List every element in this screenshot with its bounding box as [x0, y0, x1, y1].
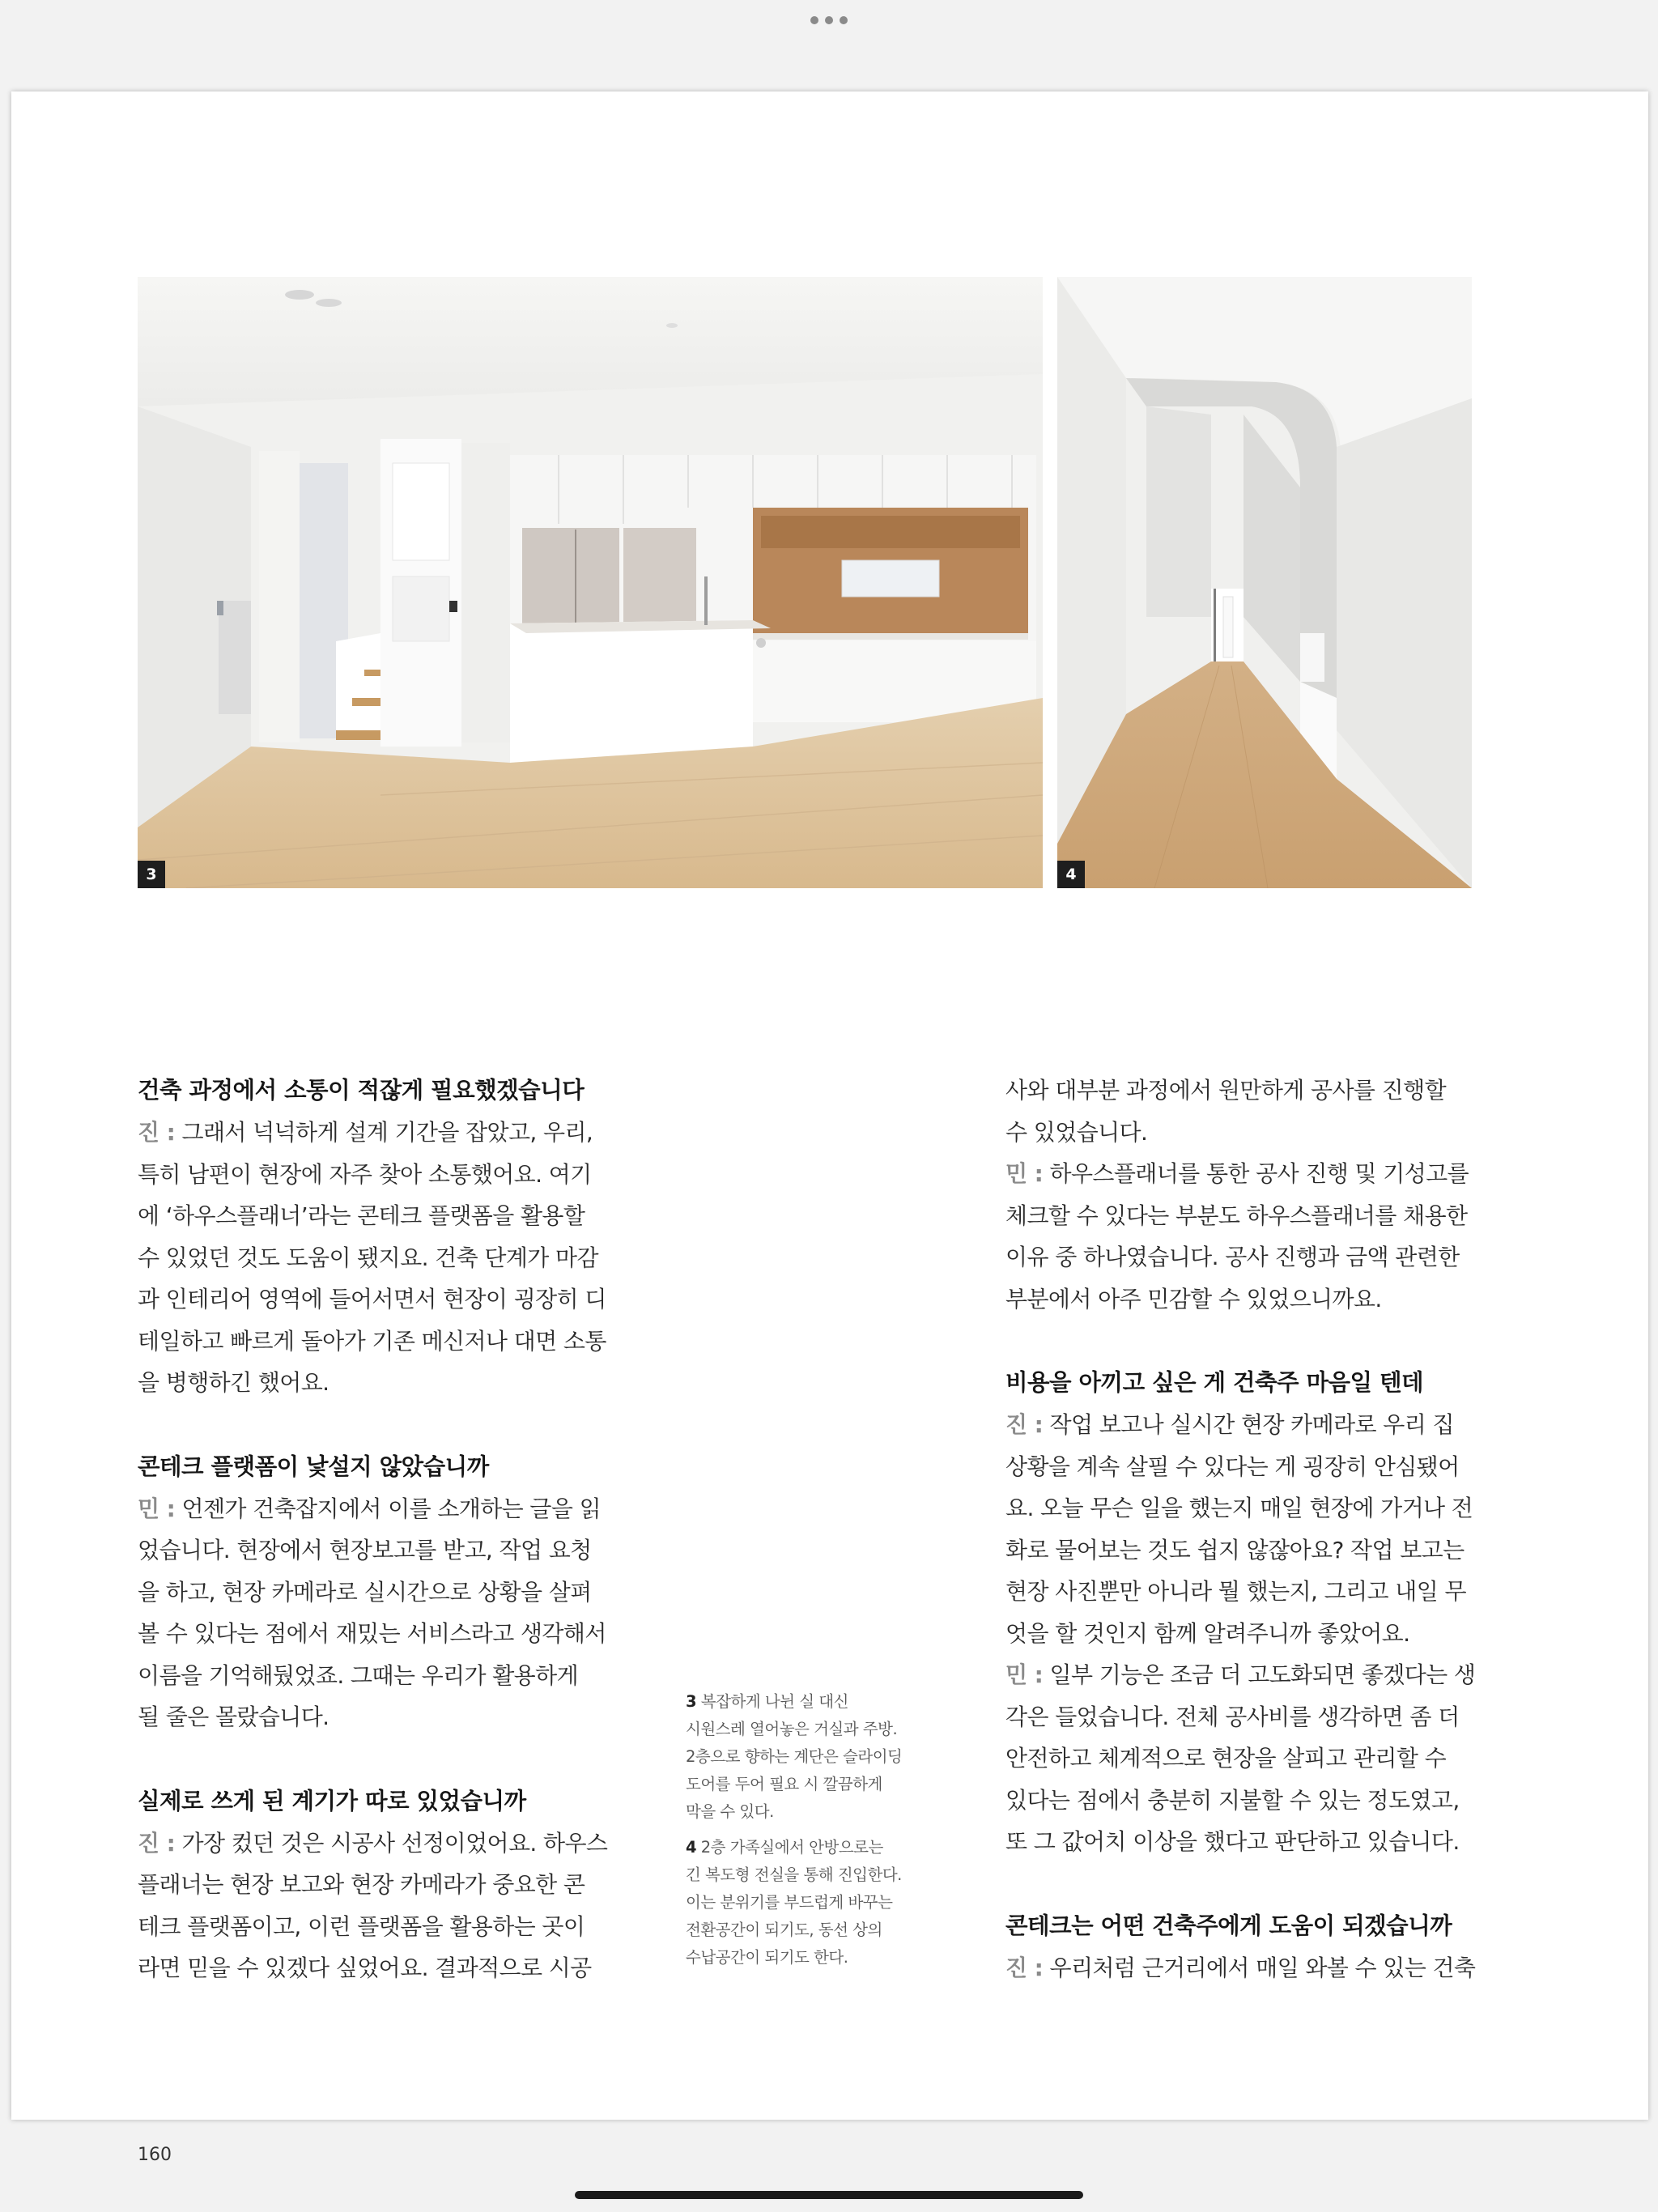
question-heading: 콘테크 플랫폼이 낯설지 않았습니까: [138, 1453, 489, 1480]
speaker-label: 진 :: [1005, 1954, 1044, 1981]
corridor-photo: [1057, 277, 1472, 888]
speaker-label: 진 :: [1005, 1411, 1044, 1438]
answer-line: 수 있었습니다.: [1005, 1118, 1148, 1146]
qa-block: [138, 1446, 615, 1738]
speaker-label: 민 :: [1005, 1160, 1044, 1187]
page-number: 160: [138, 2145, 172, 2165]
answer-line: 민 : 일부 기능은 조금 더 고도화되면 좋겠다는 생: [1005, 1661, 1476, 1688]
answer-line: 또 그 값어치 이상을 했다고 판단하고 있습니다.: [1005, 1828, 1460, 1855]
answer-line: 요. 오늘 무슨 일을 했는지 매일 현장에 가거나 전: [1005, 1495, 1473, 1521]
answer-line: 었습니다. 현장에서 현장보고를 받고, 작업 요청: [138, 1537, 592, 1563]
caption-4: 4 2층 가족실에서 안방으로는 긴 복도형 전실을 통해 진입한다. 이는 분위기를 부드럽게 바꾸는 전환공간이 되기도, 동선 상의 수납공간이 되기도 한다.: [686, 1838, 902, 1967]
answer-line: 테크 플랫폼이고, 이런 플랫폼을 활용하는 곳이: [138, 1912, 585, 1940]
caption-number: 4: [686, 1838, 697, 1857]
answer-line: 특히 남편이 현장에 자주 찾아 소통했어요. 여기: [138, 1160, 592, 1188]
document-page: [11, 91, 1648, 2165]
answer-line: 사와 대부분 과정에서 원만하게 공사를 진행할: [1005, 1077, 1447, 1104]
answer-line: 체크할 수 있다는 부분도 하우스플래너를 채용한: [1005, 1202, 1468, 1229]
caption-number: 3: [686, 1692, 697, 1711]
speaker-label: 민 :: [1005, 1661, 1044, 1688]
answer-line: 민 : 하우스플래너를 통한 공사 진행 및 기성고를: [1005, 1160, 1469, 1187]
answer-line: 안전하고 체계적으로 현장을 살피고 관리할 수: [1005, 1745, 1447, 1772]
question-heading: 건축 과정에서 소통이 적잖게 필요했겠습니다: [138, 1077, 585, 1104]
answer-line: 플래너는 현장 보고와 현장 카메라가 중요한 콘: [138, 1871, 585, 1898]
answer-line: 라면 믿을 수 있겠다 싶었어요. 결과적으로 시공: [138, 1955, 592, 1981]
right-text-column: [1005, 1070, 1483, 1989]
answer-line: 에 ‘하우스플래너’라는 콘테크 플랫폼을 활용할: [138, 1202, 585, 1229]
answer-line: 상황을 계속 살필 수 있다는 게 굉장히 안심됐어: [1005, 1453, 1460, 1480]
answer-line: 과 인테리어 영역에 들어서면서 현장이 굉장히 디: [138, 1286, 606, 1312]
question-heading: 실제로 쓰게 된 계기가 따로 있었습니까: [138, 1787, 526, 1814]
question-heading: 비용을 아끼고 싶은 게 건축주 마음일 텐데: [1005, 1369, 1424, 1396]
qa-block: [138, 1070, 615, 1404]
qa-block: [138, 1780, 615, 1989]
answer-line: 진 : 작업 보고나 실시간 현장 카메라로 우리 집: [1005, 1411, 1454, 1438]
answer-line: 화로 물어보는 것도 쉽지 않잖아요? 작업 보고는: [1005, 1536, 1465, 1563]
photo-number-badge: 3: [138, 861, 165, 888]
answer-line: 진 : 그래서 넉넉하게 설계 기간을 잡았고, 우리,: [138, 1119, 593, 1146]
answer-line: 부분에서 아주 민감할 수 있었으니까요.: [1005, 1285, 1382, 1312]
photo-captions: [686, 1688, 937, 1980]
answer-line: 수 있었던 것도 도움이 됐지요. 건축 단계가 마감: [138, 1244, 598, 1271]
more-options-dots[interactable]: [810, 15, 848, 26]
answer-line: 을 하고, 현장 카메라로 실시간으로 상황을 살펴: [138, 1578, 592, 1606]
photo-number-badge: 4: [1057, 861, 1085, 888]
left-text-column: [138, 1070, 615, 1989]
speaker-label: 진 :: [138, 1829, 176, 1857]
qa-block: [1005, 1905, 1483, 1989]
answer-line: 볼 수 있다는 점에서 재밌는 서비스라고 생각해서: [138, 1620, 606, 1647]
qa-block: [1005, 1070, 1483, 1320]
kitchen-photo: [138, 277, 1043, 888]
speaker-label: 민 :: [138, 1495, 176, 1522]
answer-line: 될 줄은 몰랐습니다.: [138, 1704, 329, 1730]
answer-line: 진 : 우리처럼 근거리에서 매일 와볼 수 있는 건축: [1005, 1954, 1476, 1981]
caption-3: 3 복잡하게 나뉜 실 대신 시원스레 열어놓은 거실과 주방. 2층으로 향하는 계단은 슬라이딩 도어를 두어 필요 시 깔끔하게 막을 수 있다.: [686, 1692, 903, 1821]
answer-line: 각은 들었습니다. 전체 공사비를 생각하면 좀 더: [1005, 1703, 1460, 1730]
home-indicator-bar[interactable]: [575, 2191, 1083, 2199]
speaker-label: 진 :: [138, 1119, 176, 1146]
answer-line: 엇을 할 것인지 함께 알려주니까 좋았어요.: [1005, 1619, 1410, 1647]
answer-line: 테일하고 빠르게 돌아가 기존 메신저나 대면 소통: [138, 1327, 606, 1355]
answer-line: 민 : 언젠가 건축잡지에서 이를 소개하는 글을 읽: [138, 1495, 602, 1522]
answer-line: 진 : 가장 컸던 것은 시공사 선정이었어요. 하우스: [138, 1829, 608, 1857]
answer-line: 현장 사진뿐만 아니라 뭘 했는지, 그리고 내일 무: [1005, 1578, 1466, 1605]
answer-line: 이름을 기억해뒀었죠. 그때는 우리가 활용하게: [138, 1661, 579, 1689]
qa-block: [1005, 1362, 1483, 1863]
question-heading: 콘테크는 어떤 건축주에게 도움이 되겠습니까: [1005, 1912, 1452, 1939]
answer-line: 을 병행하긴 했어요.: [138, 1369, 329, 1396]
answer-line: 이유 중 하나였습니다. 공사 진행과 금액 관련한: [1005, 1244, 1460, 1270]
answer-line: 있다는 점에서 충분히 지불할 수 있는 정도였고,: [1005, 1786, 1460, 1814]
